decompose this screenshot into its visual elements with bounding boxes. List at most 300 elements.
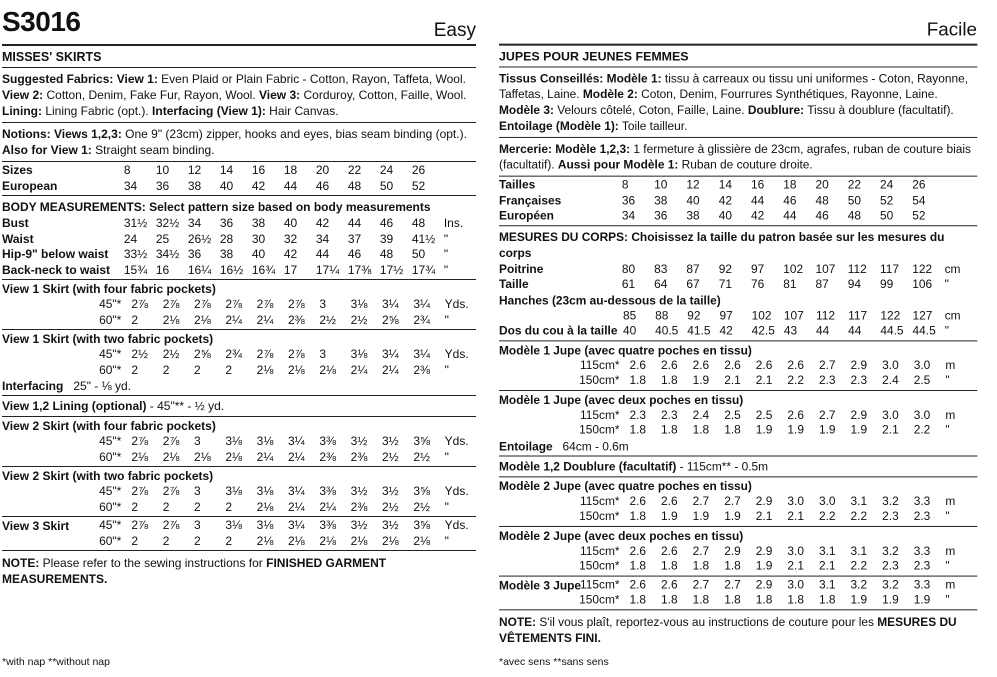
cell: 2.3 [913,558,931,573]
cell: " [444,362,449,377]
cell: 52 [411,178,426,193]
yardage-group [499,391,977,456]
table-row [2,500,476,516]
cell: 2⅛ [319,533,337,548]
yardage-group [499,341,977,391]
cell: Yds. [444,518,469,532]
fabrics-paragraph-text: Even Plaid or Plain Fabric - Cotton, Rayon, Taffeta, Wool. [157,72,466,86]
cell: 24 [880,177,894,192]
table-row [2,179,476,195]
cell: 42 [719,323,733,338]
row-label: Taille [499,276,529,291]
cell: 3¼ [381,347,399,361]
cell: 40 [686,193,700,207]
cell: 3.0 [913,407,931,422]
group-title: View 2 Skirt (with four fabric pockets) [2,419,216,433]
table-row [2,313,476,329]
cell: 46 [379,216,394,230]
body-measurements-table [2,215,476,280]
cell: 3½ [381,518,399,532]
cell: 3⅜ [319,518,337,532]
table-row [2,347,476,363]
cell: 3.2 [850,577,868,591]
cell: 3⅛ [225,434,243,448]
cell: 2 [131,533,139,548]
difficulty-label: Facile [926,19,978,41]
section-title: JUPES POUR JEUNES FEMMES [499,46,977,68]
extra-label: Entoilage [499,439,553,454]
cell: 1.8 [755,592,773,607]
note-paragraph [2,551,476,591]
cell: 2.6 [661,577,678,591]
row-label: 60"* [99,533,122,548]
cell: 34 [315,231,330,246]
cell: 2.2 [850,558,868,573]
table-row [2,534,476,550]
cell: 2.6 [629,543,647,558]
cell: 36 [187,247,202,261]
cell: 40 [718,208,732,223]
cell: 85 [622,308,637,323]
cell: 12 [686,177,700,192]
cell: 38 [686,208,700,223]
difficulty-label: Easy [433,20,476,41]
cell: 2.7 [692,577,710,591]
cell: " [945,592,950,607]
row-label: Waist [2,231,34,246]
cell: 2¼ [350,362,368,377]
cell: 2.6 [629,357,647,372]
notions-paragraph-label: Aussi pour Modèle 1: [557,157,679,172]
notions-paragraph [2,123,476,162]
cell: 2⅛ [162,312,180,327]
cell: " [945,509,950,523]
cell: 3⅛ [256,434,274,448]
cell: 2⅞ [162,484,180,498]
fabrics-paragraph-text: tissu à carreaux ou tissu uni uniformes - Coton, Rayonne, Taffetas, Laine. [499,71,969,102]
group-title: View 2 Skirt (with two fabric pockets) [2,469,214,483]
cell: 3.0 [787,577,804,591]
table-row [499,494,977,509]
cell: 2.5 [724,407,741,422]
cell [444,179,476,195]
table-row [2,247,476,263]
fabrics-paragraph-label: View 3: [259,88,301,102]
cell: 2.4 [692,407,710,422]
cell: 127 [912,308,933,323]
cell: 2⅛ [256,362,274,377]
cell: 2⅛ [194,312,211,327]
yardage-group [2,417,476,467]
row-label: European [2,178,58,193]
cell: 3⅛ [225,484,243,498]
cell [945,208,977,223]
group-title: Modèle 2 Jupe (avec quatre poches en tissu) [499,478,752,493]
row-label: Tailles [499,177,536,192]
yardage-group [2,280,476,330]
row-label: Hip-9" below waist [2,247,109,261]
cell: 2⅞ [288,347,305,361]
row-label: 150cm* [579,592,620,607]
cell: 50 [379,178,394,193]
row-label: 115cm* [580,543,620,558]
cell: 1.8 [629,509,647,523]
cell: 117 [880,261,900,276]
notions-paragraph [499,138,977,177]
row-label: 45"* [99,518,122,532]
notions-paragraph-label: Mercerie: Modèle 1,2,3: [499,141,631,156]
cell: 2⅜ [319,449,337,464]
fabrics-paragraph-text: Cotton, Denim, Fake Fur, Rayon, Wool. [43,88,260,102]
cell: 3¼ [413,297,430,311]
cell: 1.9 [692,509,710,523]
group-title: Modèle 2 Jupe (avec deux poches en tissu) [499,528,744,543]
cell: 2.6 [755,357,773,372]
cell: 15¾ [123,262,148,277]
table-row [2,232,476,248]
cell: 38 [654,193,668,207]
row-label: 150cm* [579,373,620,388]
cell: " [443,231,449,246]
view3-block [2,517,476,551]
cell: 2 [225,533,233,548]
sizes-table [2,162,476,196]
cell: 2⅞ [162,518,180,532]
cell: 83 [654,261,668,276]
cell: 3.3 [913,543,931,558]
cell: 112 [847,261,867,276]
cell: 48 [379,247,394,261]
cell: 50 [411,247,426,261]
lining-row [2,396,476,417]
cell: 2.3 [850,373,868,388]
cell: 2.7 [724,577,741,591]
cell: 44.5 [880,323,904,338]
cell: 2⅞ [225,297,243,311]
cell: 40 [622,323,637,338]
cell: 16 [750,177,765,192]
cell: 24 [123,231,138,246]
cell: 122 [912,261,933,276]
cell: 16½ [219,262,244,277]
cell: 2.1 [755,509,773,523]
cell: " [945,373,950,388]
fabrics-paragraph-label: Interfacing (View 1): [152,104,266,118]
cell: 3¼ [413,347,430,361]
cell: 42 [750,208,765,223]
row-label: Dos du cou à la taille [499,323,618,338]
cell: 3.1 [850,543,868,558]
cell: 16¼ [187,262,212,277]
table-row [499,559,977,574]
cell: 2⅛ [162,449,180,464]
cell: 3½ [381,434,399,448]
cell: 3⅝ [413,484,430,498]
cell: 42.5 [751,323,775,338]
body-measurements-title: MESURES DU CORPS: Choisissez la taille du patron basée sur les mesures du corps [499,229,945,260]
cell: 16¾ [251,262,276,277]
cell: 1.9 [850,422,868,437]
cell: 3.2 [882,493,899,508]
cell: 2⅛ [413,533,430,548]
cell: 2.3 [882,558,899,573]
row-label: 115cm* [580,493,620,508]
cell: 67 [686,276,700,291]
cell [945,178,977,193]
french-column [499,0,977,650]
row-label: 60"* [99,362,122,377]
cell: 2½ [413,449,430,464]
cell: 37 [347,231,362,246]
cell: 2.1 [724,373,741,388]
table-row [499,261,977,276]
cell: m [945,543,956,558]
cell: 88 [655,308,669,323]
cell: 44.5 [912,323,936,338]
cell: 25 [155,231,170,246]
cell: 2.1 [755,373,773,388]
table-row [499,358,977,373]
fabrics-paragraph-label: View 2: [2,88,44,102]
cell: 40.5 [655,323,679,338]
cell: 2¼ [288,449,305,464]
note-label: MESURES DU VÊTEMENTS FINI. [499,614,957,645]
cell: 2⅛ [194,449,211,464]
lining-row [499,456,977,477]
cell: 17¾ [411,262,436,277]
cell: 3 [194,484,201,498]
cell: 2.2 [850,509,868,523]
cell: 1.8 [692,558,710,573]
group-title: View 1 Skirt (with two fabric pockets) [2,332,214,346]
cell: 1.9 [661,509,678,523]
cell: 2⅞ [131,484,149,498]
cell: 3½ [350,434,368,448]
cell: 46 [815,208,829,223]
header [2,0,476,46]
cell: 87 [815,276,829,291]
cell: 2.1 [882,422,899,437]
cell: 3¼ [288,434,305,448]
table-row [499,509,977,524]
cell: 1.8 [724,592,741,607]
body-measurements-table [499,261,977,341]
yardage-group [499,477,977,527]
sizes-table [499,177,977,226]
notions-paragraph-text: Straight seam binding. [91,143,215,157]
cell: 2.3 [882,509,899,523]
cell: 1.8 [692,422,710,437]
cell: 2.1 [818,558,836,573]
cell: 48 [347,178,362,193]
footnote-fr: *avec sens **sans sens [499,656,609,668]
cell: 1.9 [724,509,741,523]
cell: 39 [379,231,394,246]
cell: 92 [718,261,732,276]
yardage-group [499,526,977,576]
cell: 2 [162,533,170,548]
cell: 1.8 [661,422,678,437]
cell: 44 [347,216,362,230]
hips-label: Hanches (23cm au-dessous de la taille) [499,293,721,308]
cell: " [944,323,949,338]
fabrics-paragraph-label: Modèle 3: [499,103,554,118]
cell: 2⅞ [162,434,180,448]
row-label: 150cm* [579,422,620,437]
cell: 61 [621,276,636,291]
table-row [499,407,977,422]
row-label: Poitrine [499,261,544,276]
cell: 2¾ [413,312,430,327]
cell: 2.3 [661,407,678,422]
cell: 3½ [381,484,399,498]
row-label: 150cm* [579,558,620,573]
cell: 26 [411,163,426,177]
cell: 97 [750,261,765,276]
table-row [499,423,977,438]
notions-paragraph-label: Notions: Views 1,2,3: [2,127,122,141]
cell: 1.9 [818,422,836,437]
cell: 3.2 [882,577,899,591]
group-title: View 1 Skirt (with four fabric pockets) [2,282,216,296]
cell [945,193,977,208]
row-label: 150cm* [579,509,620,523]
notions-paragraph-text: 1 fermeture à glissière de 23cm, agrafes, ruban de couture biais (facultatif). [499,141,971,172]
cell: " [444,312,449,327]
cell: 3 [319,297,327,311]
cell: 2.6 [629,577,647,591]
cell: 2.2 [787,373,804,388]
cell: 2¼ [381,362,399,377]
cell: 3 [194,518,201,532]
cell: 2 [131,312,139,327]
cell: 2⅝ [381,312,399,327]
cell: 8 [123,163,131,177]
fabrics-paragraph-text: Corduroy, Cotton, Faille, Wool. [300,88,467,102]
row-label: 60"* [99,449,122,464]
cell: 38 [219,247,234,261]
table-row [499,324,977,339]
cell: 40 [219,178,234,193]
cell: 10 [155,163,170,177]
fabrics-paragraph-text: Velours côtelé, Coton, Faille, Laine. [553,103,748,118]
cell: 38 [251,216,266,230]
cell: 2¼ [256,449,274,464]
cell: 1.9 [755,422,773,437]
cell: 2.4 [882,373,899,388]
table-row [2,263,476,279]
cell: 2.9 [755,543,773,558]
section-title: MISSES' SKIRTS [2,46,476,68]
table-row [499,277,977,292]
cell: 34½ [155,247,180,261]
english-column [2,0,476,591]
cell: 2 [225,499,233,514]
cell: 50 [880,208,894,223]
cell: Yds. [444,434,469,448]
cell: 2 [131,499,139,514]
cell: " [443,262,449,277]
fabrics-paragraph-text: Tissu à doublure (facultatif). [804,103,954,118]
extra-label: Interfacing [2,379,64,393]
cell: 2⅝ [194,347,211,361]
cell: 17¼ [315,262,340,277]
body-measurements-title: BODY MEASUREMENTS: Select pattern size based on body measurements [2,200,431,214]
row-label: Back-neck to waist [2,262,111,277]
cell: 2⅛ [288,362,305,377]
note-paragraph [499,610,977,650]
cell: 2⅞ [162,297,180,311]
fabrics-paragraph-text: Coton, Denim, Fourrures Synthétiques, Rayonne, Laine. [637,87,938,102]
cell: 2 [225,362,233,377]
cell: 36 [654,208,668,223]
cell: 107 [815,261,836,276]
cell: 44 [783,208,797,223]
cell: 81 [783,276,797,291]
cell: 2⅛ [381,533,399,548]
fabrics-paragraph-label: Lining: [2,104,42,118]
cell: 92 [687,308,701,323]
cell: 34 [187,216,202,230]
cell: 2⅞ [131,518,149,532]
cell: 22 [347,163,362,177]
cell: 2⅛ [256,499,274,514]
cell [444,163,476,179]
cell: m [945,357,956,372]
cell: 1.8 [629,422,647,437]
cell: 24 [379,163,394,177]
cell: 3.0 [787,493,804,508]
table-row [2,450,476,466]
cell: m [945,577,956,591]
table-row [499,208,977,223]
cell: 18 [283,163,298,177]
cell: 2⅛ [319,362,337,377]
fabrics-paragraph [499,67,977,137]
cell: 36 [219,216,234,230]
table-row [2,297,476,313]
cell: 14 [718,177,732,192]
cell: 2¾ [225,347,243,361]
fabrics-paragraph-label: Suggested Fabrics: View 1: [2,72,158,86]
cell: 34 [621,208,636,223]
cell: 2.6 [661,543,678,558]
table-row [499,543,977,558]
cell: 3.0 [882,407,899,422]
cell: 46 [315,178,330,193]
row-label: Européen [499,208,554,223]
cell: 17 [283,262,298,277]
extra-value: 25" - ⅛ yd. [73,379,131,393]
notions-paragraph-text: One 9" (23cm) zipper, hooks and eyes, bias seam binding (opt.). [121,127,467,141]
cell: 2.7 [724,493,741,508]
lining-text: - 115cm** - 0.5m [676,458,769,473]
notions-paragraph-label: Also for View 1: [2,143,92,157]
cell: " [444,499,449,514]
cell: 43 [783,323,798,338]
cell: 3.3 [913,577,931,591]
cell: 117 [848,308,868,323]
cell: 3.1 [818,543,836,558]
extra-row [499,438,977,454]
cell: 26 [912,177,926,192]
cell: 42 [283,247,298,261]
row-label: 45"* [99,484,122,498]
cell: 2⅞ [256,297,274,311]
cell: 2½ [350,312,368,327]
table-row [2,434,476,450]
cell: 107 [783,308,804,323]
